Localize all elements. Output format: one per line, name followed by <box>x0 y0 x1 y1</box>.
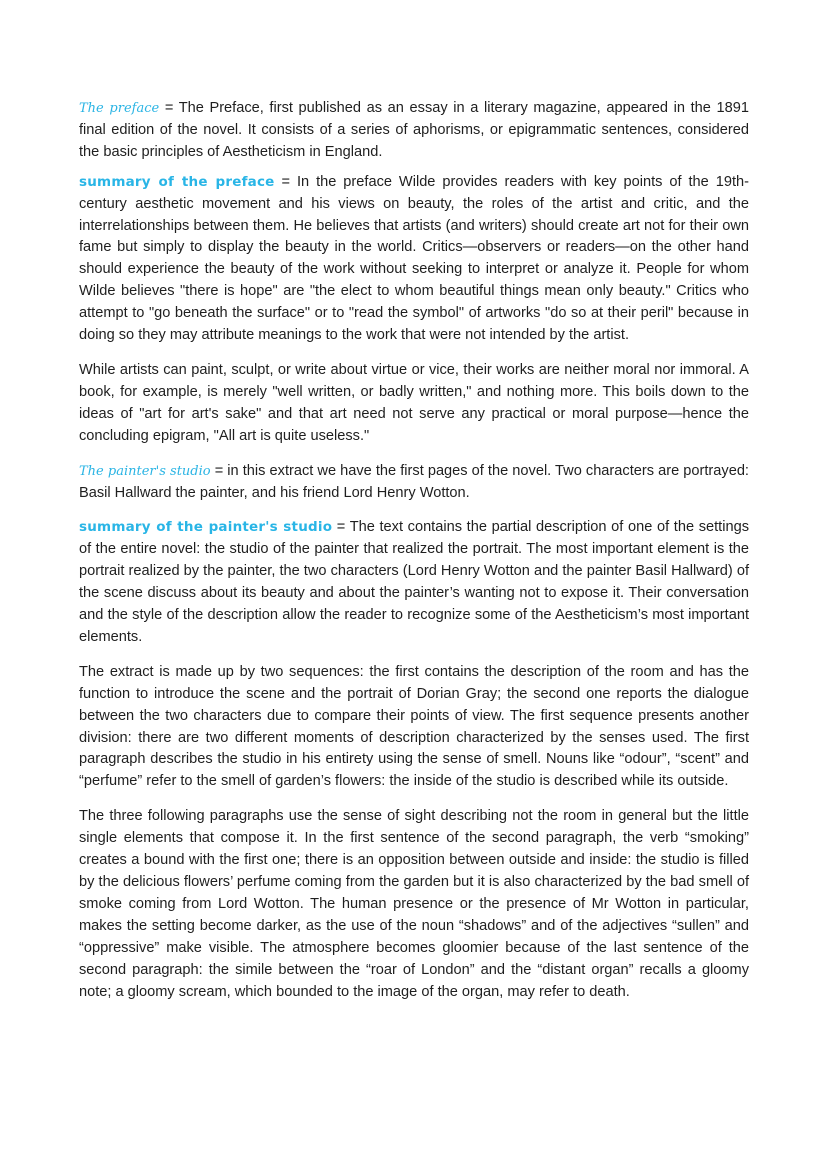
paragraph-text: While artists can paint, sculpt, or write about virtue or vice, their works are neither moral nor immoral. A book, for example, is merely "well written, or badly written," and nothing more. This boils down to the ideas of "art for art's sake" and that art need not serve any practical or moral purpose—hence the concluding epigram, "All art is quite useless." <box>79 361 749 444</box>
paragraph-art-for-arts-sake <box>79 360 749 448</box>
paragraph-text: = in this extract we have the first pages of the novel. Two characters are portrayed: Basil Hallward the painter, and his friend Lord Henry Wotton. <box>79 462 749 501</box>
paragraph-text: = The text contains the partial description of one of the settings of the entire novel: the studio of the painter that realized the portrait. The most important element is the portrait realized by the painter, the two characters (Lord Henry Wotton and the painter Basil Hallward) of the scene discuss about its beauty and about the painter’s wanting not to expose it. Their conversation and the style of the description allow the reader to recognize some of the Aestheticism’s most important elements. <box>79 519 750 645</box>
heading-summary-of-the-painters-studio: summary of the painter's studio <box>79 519 333 536</box>
label-the-preface: The preface <box>79 101 160 116</box>
label-the-painters-studio: The painter's studio <box>79 463 211 479</box>
heading-summary-of-the-preface: summary of the preface <box>79 173 275 190</box>
paragraph-text: = In the preface Wilde provides readers with key points of the 19th-century aesthetic movement and his views on beauty, the roles of the artist and critic, and the interrelationships between them. He believes that artists (and writers) should create art not for their own fame but simply to display the beauty in the world. Critics—observers or readers—on the other hand should experience the beauty of the work without seeking to interpret or analyze it. People for whom Wilde believes "there is hope" are "the elect to whom beautiful things mean only beauty." Critics who attempt to "go beneath the surface" or to "read the symbol" of artworks "do so at their peril" because in doing so they may attribute meanings to the work that were not intended by the artist. <box>79 173 749 344</box>
paragraph-text: The three following paragraphs use the sense of sight describing not the room in general but the little single elements that compose it. In the first sentence of the second paragraph, the verb “smoking” creates a bound with the first one; there is an opposition between outside and inside: the studio is filled by the delicious flowers’ perfume coming from the garden but it is also characterized by the bad smell of smoke coming from Lord Wotton. The human presence or the presence of Mr Wotton in particular, makes the setting become darker, as the use of the noun “shadows” and of the adjectives “sullen” and “oppressive” make visible. The atmosphere becomes gloomier because of the last sentence of the second paragraph: the simile between the “roar of London” and the “distant organ” recalls a gloomy note; a gloomy scream, which bounded to the image of the organ, may refer to death. <box>79 808 749 1000</box>
paragraph-summary-preface <box>79 172 749 347</box>
paragraph-text: The extract is made up by two sequences: the first contains the description of the room and has the function to introduce the scene and the portrait of Dorian Gray; the second one reports the dialogue between the two characters due to compare their points of view. The first sequence presents another division: there are two different moments of description characterized by the senses used. The first paragraph describes the studio in his entirety using the sense of smell. Nouns like “odour”, “scent” and “perfume” refer to the smell of garden’s flowers: the inside of the studio is described while its outside. <box>79 663 749 790</box>
paragraph-sense-of-sight <box>79 806 749 1003</box>
paragraph-preface <box>79 98 749 164</box>
paragraph-two-sequences <box>79 662 749 793</box>
paragraph-summary-studio <box>79 517 749 648</box>
paragraph-text: = The Preface, first published as an essay in a literary magazine, appeared in the 1891 final edition of the novel. It consists of a series of aphorisms, or epigrammatic sentences, considered the basic principles of Aestheticism in England. <box>79 100 749 160</box>
paragraph-painters-studio <box>79 461 749 505</box>
